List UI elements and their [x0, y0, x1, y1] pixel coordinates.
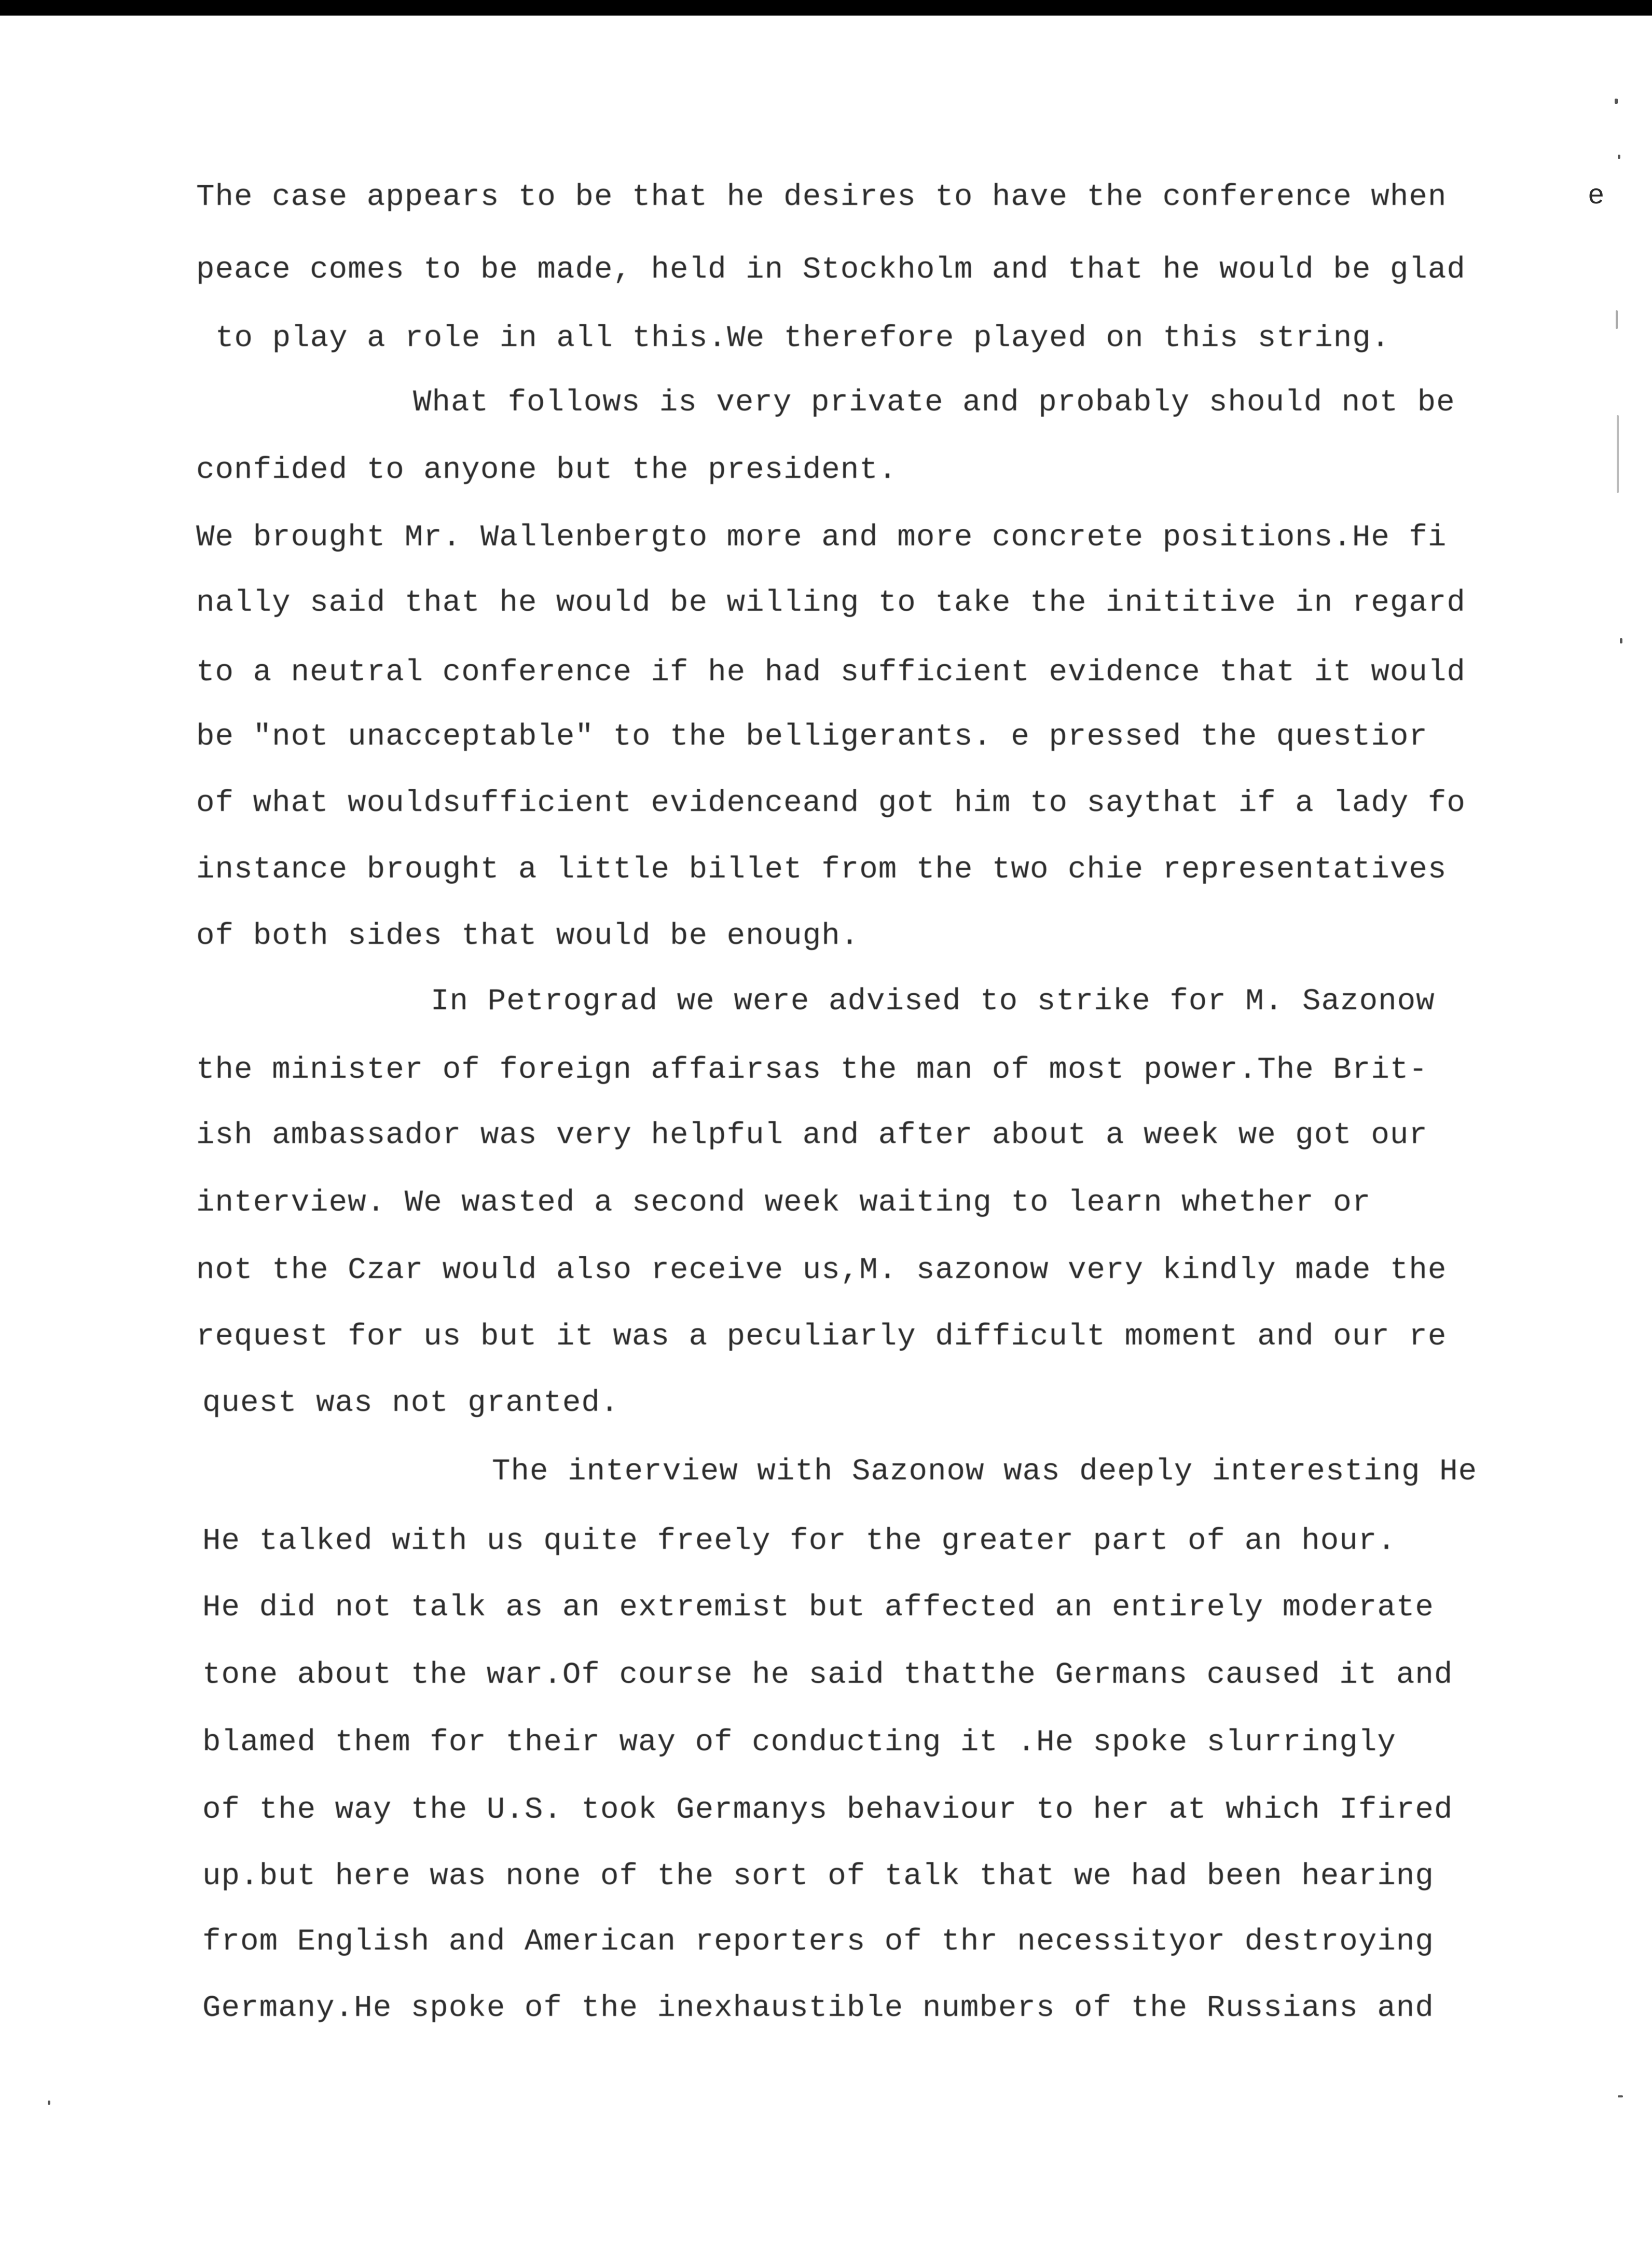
text-line: tone about the war.Of course he said thatthe Germans caused it and — [202, 1658, 1453, 1692]
text-line: The case appears to be that he desires to have the conference when — [196, 181, 1447, 214]
text-line: What follows is very private and probably should not be — [413, 386, 1455, 420]
text-line: peace comes to be made, held in Stockholm and that he would be glad — [196, 253, 1466, 287]
text-line: be "not unacceptable" to the belligerants. e pressed the questior — [196, 720, 1428, 754]
text-line: not the Czar would also receive us,M. sazonow very kindly made the — [196, 1254, 1447, 1287]
text-line: up.but here was none of the sort of talk that we had been hearing — [202, 1860, 1434, 1894]
text-line: The interview with Sazonow was deeply interesting He — [492, 1455, 1478, 1489]
text-line: of both sides that would be enough. — [196, 920, 860, 953]
margin-note: e — [1588, 181, 1605, 212]
text-line: instance brought a little billet from the two chie representatives — [196, 853, 1447, 887]
scan-speck — [1618, 2095, 1623, 2097]
scan-speck — [48, 2101, 50, 2105]
text-line: to play a role in all this.We therefore played on this string. — [215, 322, 1391, 355]
scan-speck — [1618, 155, 1620, 159]
text-line: to a neutral conference if he had sufficient evidence that it would — [196, 656, 1466, 690]
text-line: nally said that he would be willing to take the inititive in regard — [196, 586, 1466, 620]
text-line: He talked with us quite freely for the greater part of an hour. — [202, 1525, 1396, 1558]
text-line: In Petrograd we were advised to strike for M. Sazonow — [431, 985, 1435, 1019]
text-line: of what wouldsufficient evidenceand got him to saythat if a lady fo — [196, 787, 1466, 820]
text-line: ish ambassador was very helpful and after about a week we got our — [196, 1119, 1428, 1153]
document-page — [0, 16, 1652, 2250]
text-line: He did not talk as an extremist but affected an entirely moderate — [202, 1591, 1434, 1625]
text-line: from English and American reporters of thr necessityor destroying — [202, 1925, 1434, 1959]
scan-speck — [1620, 638, 1622, 643]
text-line: confided to anyone but the president. — [196, 454, 898, 487]
text-line: quest was not granted. — [202, 1387, 620, 1420]
text-line: the minister of foreign affairsas the man of most power.The Brit- — [196, 1053, 1428, 1087]
text-line: We brought Mr. Wallenbergto more and more concrete positions.He fi — [196, 521, 1447, 555]
scan-speck — [1617, 415, 1619, 493]
text-line: Germany.He spoke of the inexhaustible numbers of the Russians and — [202, 1992, 1434, 2025]
text-line: request for us but it was a peculiarly difficult moment and our re — [196, 1320, 1447, 1354]
text-line: blamed them for their way of conducting it .He spoke slurringly — [202, 1726, 1396, 1760]
text-line: interview. We wasted a second week waiting to learn whether or — [196, 1186, 1371, 1220]
scan-speck — [1616, 310, 1618, 329]
scan-speck — [1615, 99, 1618, 104]
text-line: of the way the U.S. took Germanys behaviour to her at which Ifired — [202, 1793, 1453, 1827]
